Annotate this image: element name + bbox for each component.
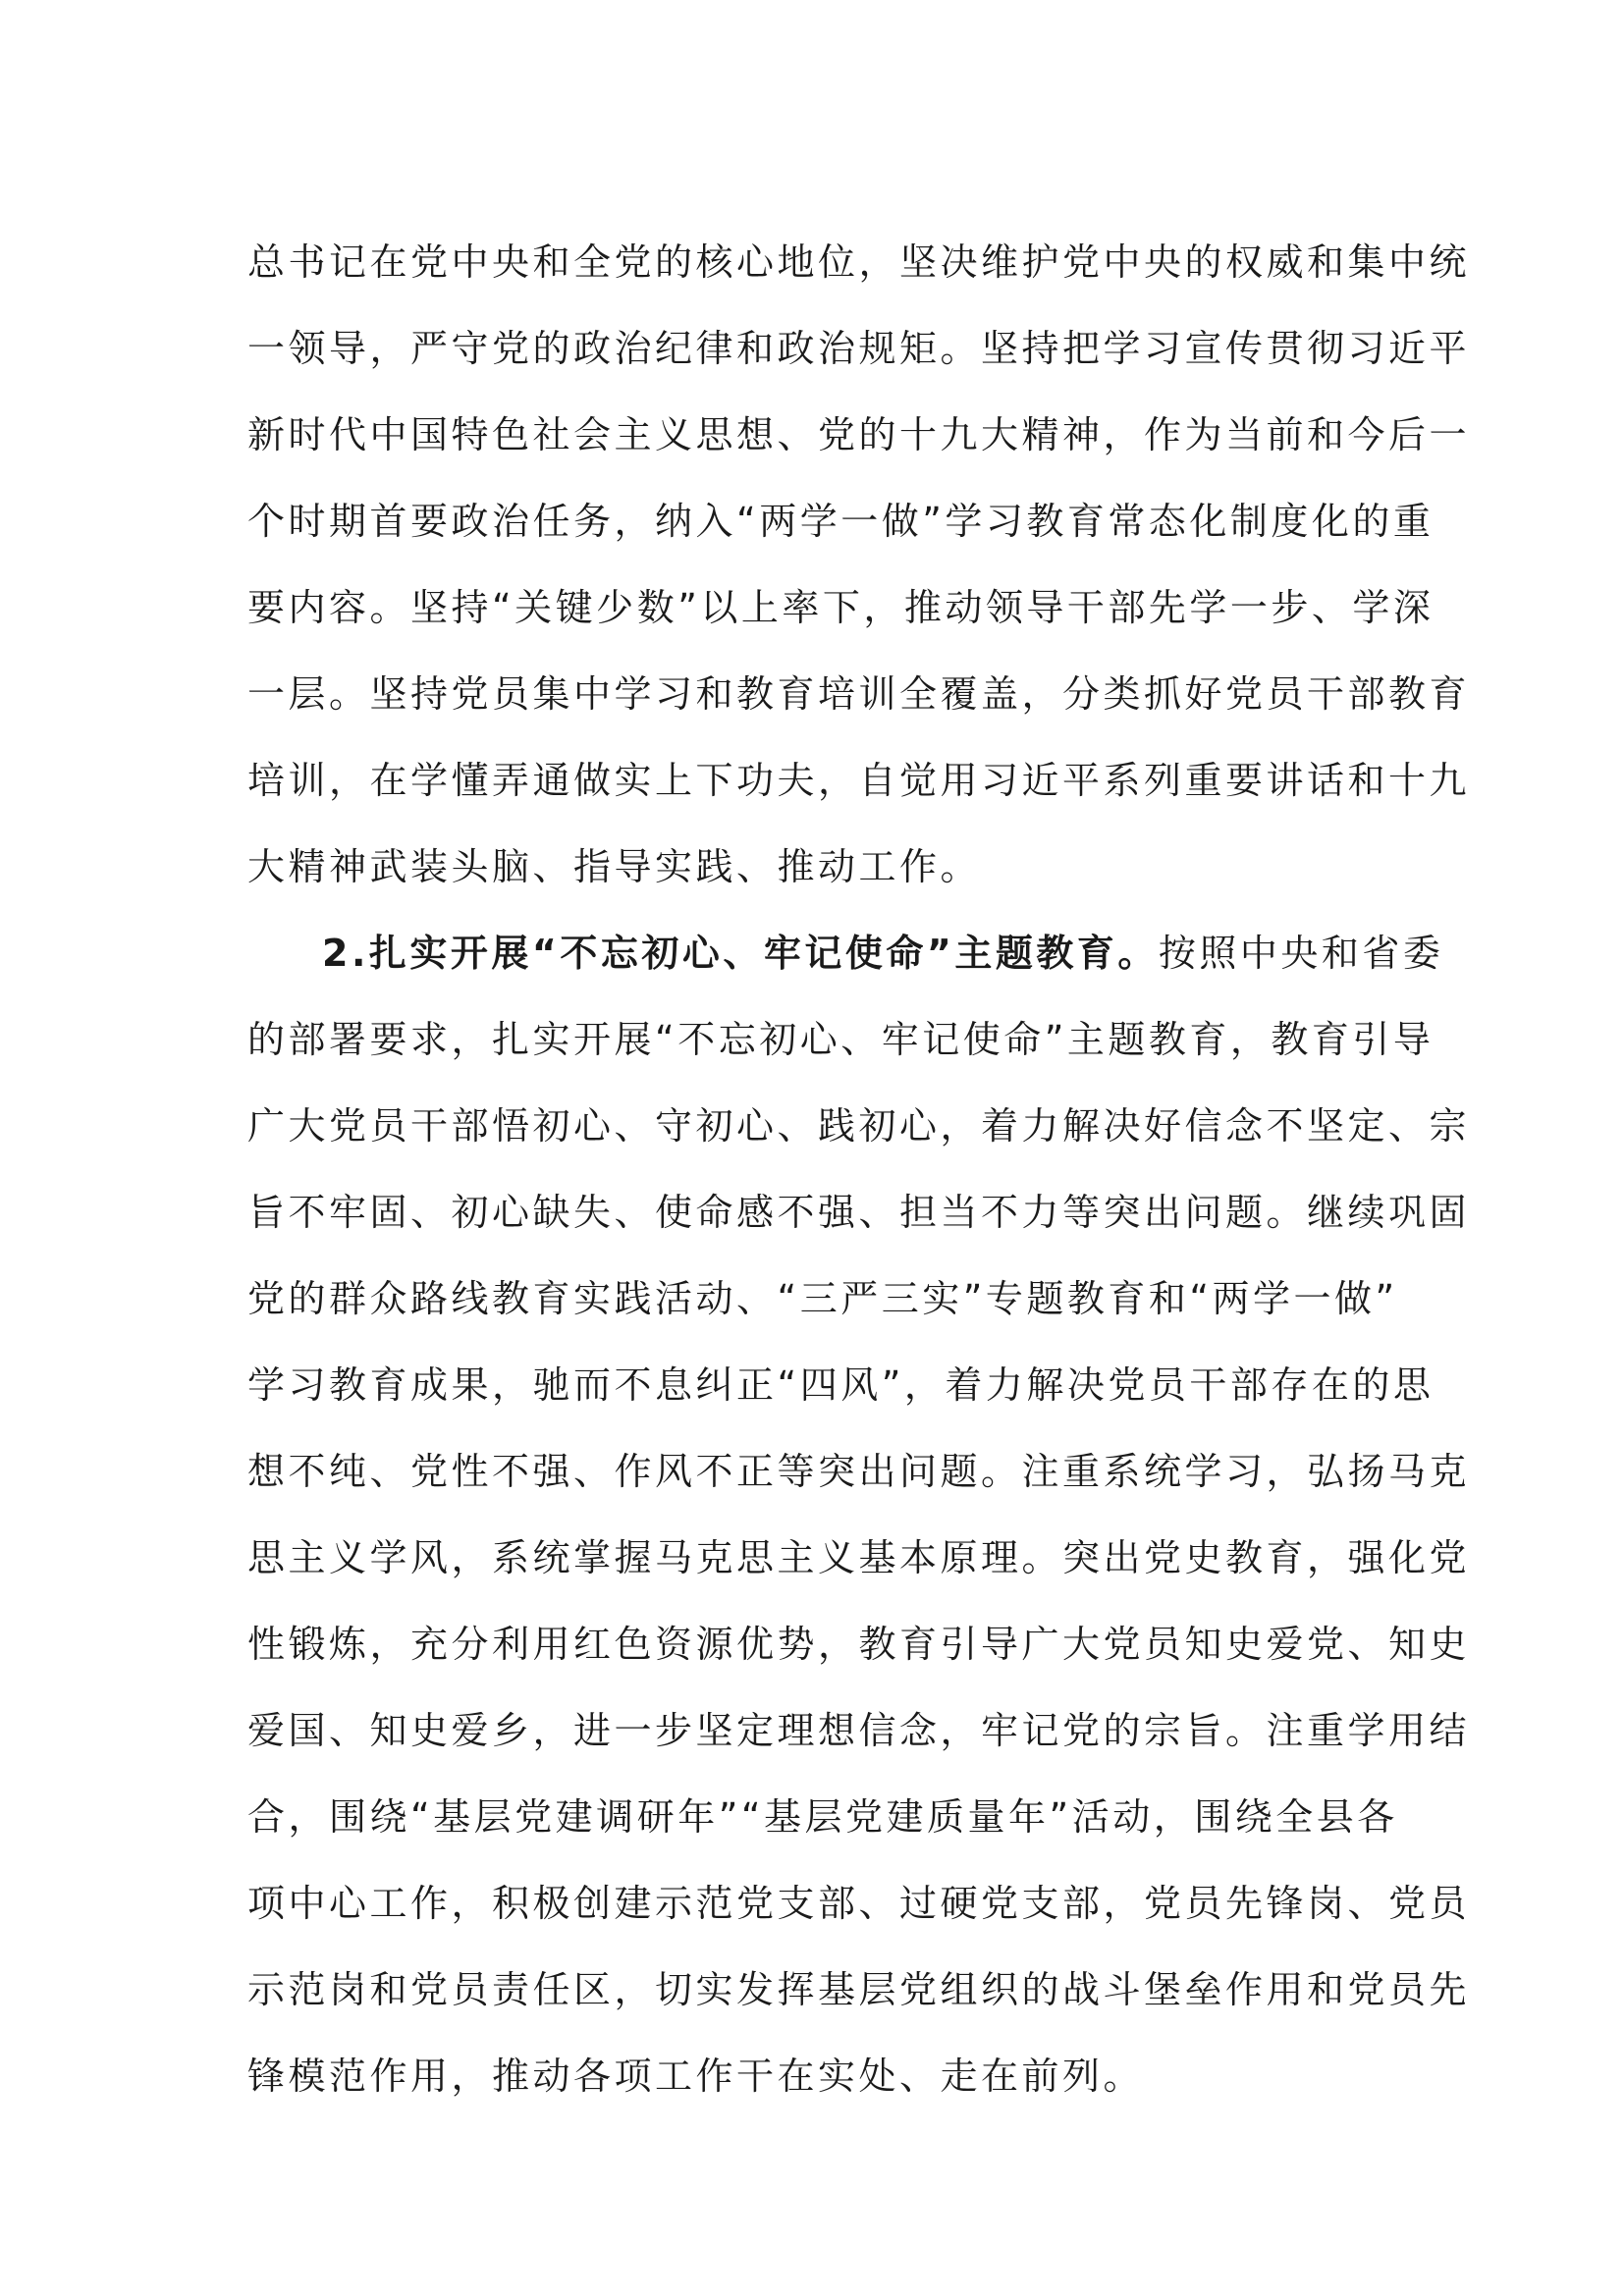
- text-line: 锋模范作用，推动各项工作干在实处、走在前列。: [247, 2055, 1145, 2098]
- text-line: 合，围绕“基层党建调研年”“基层党建质量年”活动，围绕全县各: [247, 1795, 1398, 1839]
- paragraph-1: [247, 219, 1471, 910]
- text-line: 思主义学风，系统掌握马克思主义基本原理。突出党史教育，强化党: [247, 1536, 1471, 1579]
- text-line: [247, 910, 1444, 996]
- text-line: 一领导，严守党的政治纪律和政治规矩。坚持把学习宣传贯彻习近平: [247, 327, 1471, 370]
- text-line: 党的群众路线教育实践活动、“三严三实”专题教育和“两学一做”: [247, 1277, 1398, 1320]
- text-line: 大精神武装头脑、指导实践、推动工作。: [247, 845, 982, 888]
- paragraph-2: [247, 910, 1471, 2119]
- text-line: 新时代中国特色社会主义思想、党的十九大精神，作为当前和今后一: [247, 413, 1471, 456]
- text-line: 一层。坚持党员集中学习和教育培训全覆盖，分类抓好党员干部教育: [247, 672, 1471, 716]
- text-line: 性锻炼，充分利用红色资源优势，教育引导广大党员知史爱党、知史: [247, 1623, 1471, 1666]
- text-line: 爱国、知史爱乡，进一步坚定理想信念，牢记党的宗旨。注重学用结: [247, 1709, 1471, 1752]
- text-line: 广大党员干部悟初心、守初心、践初心，着力解决好信念不坚定、宗: [247, 1104, 1471, 1148]
- text-line: 学习教育成果，驰而不息纠正“四风”，着力解决党员干部存在的思: [247, 1363, 1435, 1407]
- text-line: 想不纯、党性不强、作风不正等突出问题。注重系统学习，弘扬马克: [247, 1450, 1471, 1493]
- document-body: [247, 219, 1471, 2119]
- text-line: 培训，在学懂弄通做实上下功夫，自觉用习近平系列重要讲话和十九: [247, 759, 1471, 802]
- section-heading: 2.扎实开展“不忘初心、牢记使命”主题教育。: [322, 932, 1159, 975]
- text-line: 的部署要求，扎实开展“不忘初心、牢记使命”主题教育，教育引导: [247, 1018, 1435, 1061]
- text-line: 要内容。坚持“关键少数”以上率下，推动领导干部先学一步、学深: [247, 586, 1435, 629]
- text-line: 总书记在党中央和全党的核心地位，坚决维护党中央的权威和集中统: [247, 240, 1471, 284]
- text-line: 示范岗和党员责任区，切实发挥基层党组织的战斗堡垒作用和党员先: [247, 1968, 1471, 2011]
- text-line: 项中心工作，积极创建示范党支部、过硬党支部，党员先锋岗、党员: [247, 1882, 1471, 1925]
- text-line: 旨不牢固、初心缺失、使命感不强、担当不力等突出问题。继续巩固: [247, 1191, 1471, 1234]
- text-line: 个时期首要政治任务，纳入“两学一做”学习教育常态化制度化的重: [247, 500, 1435, 543]
- heading-continuation: 按照中央和省委: [1158, 932, 1444, 975]
